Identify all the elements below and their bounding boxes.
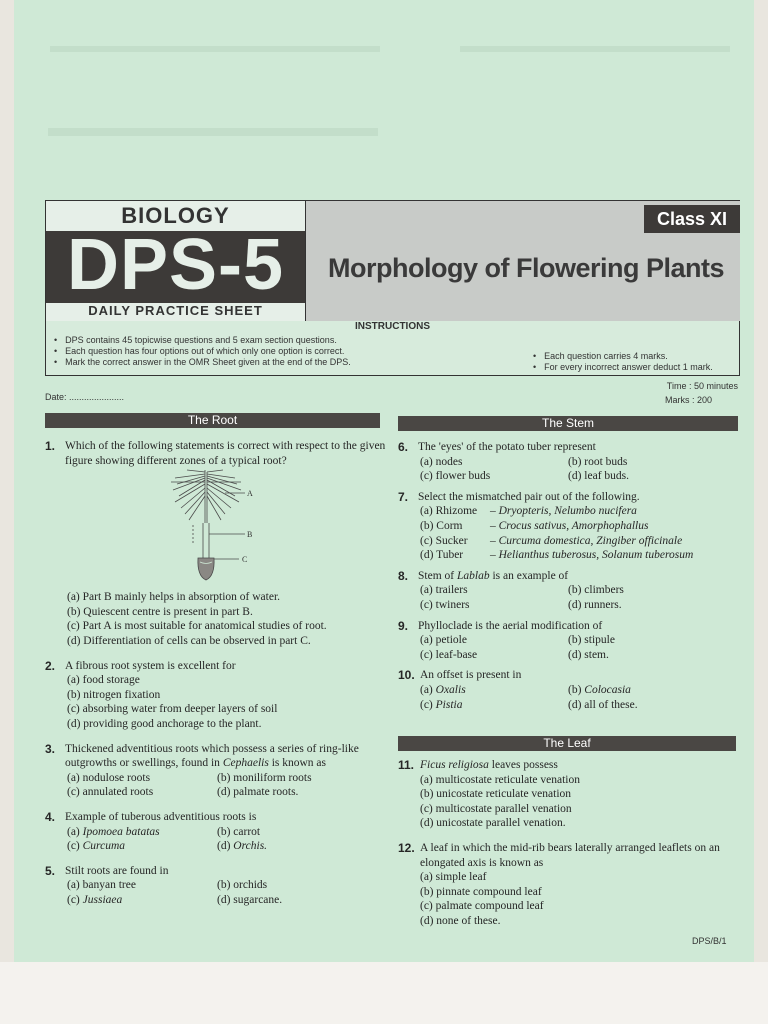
question-text-part: is an example of: [489, 569, 569, 582]
option: (b) Quiescent centre is present in part B.: [67, 605, 253, 618]
option: (b) unicostate reticulate venation: [420, 788, 572, 801]
pair-dash: –: [490, 549, 496, 562]
question-text: Which of the following statements is correct with respect to the given figure showing different zones of a typical root?: [65, 440, 386, 467]
option: (c) palmate compound leaf: [420, 900, 544, 913]
option: (b) climbers: [568, 584, 624, 597]
right-column: [398, 440, 743, 712]
topic-title: Morphology of Flowering Plants: [328, 253, 724, 283]
pair-italic: Crocus sativus, Amorphophallus: [498, 519, 649, 532]
question-9: [398, 619, 743, 663]
pair-key: (b) Corm: [420, 519, 463, 532]
instructions-box: [45, 321, 740, 376]
section-header-stem: The Stem: [398, 416, 738, 431]
option: [67, 839, 217, 854]
question-text-part: Thickened adventitious roots which possess a series of ring-like outgrowths or swellings, found in: [65, 742, 359, 770]
option: (a) nodes: [420, 455, 463, 468]
left-column: [45, 439, 390, 907]
question-6: [398, 440, 743, 484]
question-3: [45, 742, 390, 800]
instruction-item: • Mark the correct answer in the OMR Sheet given at the end of the DPS.: [54, 357, 351, 368]
question-1: [45, 439, 390, 649]
option: (c) leaf-base: [420, 648, 478, 661]
option: (b) stipule: [568, 634, 615, 647]
option: [67, 825, 217, 840]
pair-key: (d) Tuber: [420, 549, 464, 562]
option-italic: Curcuma: [82, 840, 126, 853]
option: (a) trailers: [420, 584, 468, 597]
class-badge: Class XI: [644, 205, 740, 233]
question-5: [45, 864, 390, 908]
question-text-part: leaves possess: [488, 759, 558, 771]
option: (b) nitrogen fixation: [67, 688, 161, 701]
option: [420, 698, 568, 713]
bleed-through-mark: [48, 128, 378, 136]
question-text-part: Stem of: [418, 569, 457, 582]
bleed-through-mark: [460, 46, 730, 52]
question-text: [65, 742, 390, 771]
match-pair: [420, 504, 743, 519]
bleed-through-mark: [50, 46, 380, 52]
instructions-left-list: [54, 335, 351, 368]
option: (a) nodulose roots: [67, 771, 151, 784]
question-number: 10.: [398, 668, 415, 683]
option: [420, 683, 568, 698]
right-column-leaf: [398, 758, 743, 929]
instructions-title: INSTRUCTIONS: [355, 321, 430, 332]
question-text: Select the mismatched pair out of the following.: [418, 490, 640, 503]
option: (d) all of these.: [568, 698, 638, 711]
option-italic: Oxalis: [435, 683, 466, 696]
option: (c) Part A is most suitable for anatomical studies of root.: [67, 620, 327, 633]
pair-key: (c) Sucker: [420, 534, 468, 547]
option-italic: Orchis.: [233, 840, 268, 853]
option: (a) petiole: [420, 634, 467, 647]
question-number: 5.: [45, 863, 56, 878]
option-prefix: (a): [67, 825, 83, 838]
question-text: An offset is present in: [420, 669, 522, 682]
match-pair: [420, 548, 743, 563]
pair-italic: Dryopteris, Nelumbo nucifera: [498, 505, 637, 518]
options-grid: [420, 583, 743, 612]
date-field: Date: ......................: [45, 392, 125, 402]
root-diagram-icon: [165, 468, 305, 590]
option: (d) unicostate parallel venation.: [420, 817, 566, 830]
option: [568, 683, 743, 698]
total-marks: Marks : 200: [664, 395, 712, 405]
page-bottom-margin: [0, 962, 768, 1024]
instruction-item: • Each question has four options out of which only one option is correct.: [54, 346, 351, 357]
pair-value: [490, 548, 743, 563]
option-prefix: (c): [420, 698, 436, 711]
option: (a) Part B mainly helps in absorption of water.: [67, 591, 281, 604]
question-text: Example of tuberous adventitious roots is: [65, 810, 257, 823]
dps-subtitle: DAILY PRACTICE SHEET: [88, 303, 263, 318]
question-10: [398, 668, 743, 712]
option: (c) annulated roots: [67, 786, 154, 799]
dps-banner: [46, 225, 305, 305]
option: (b) root buds: [568, 455, 628, 468]
option-prefix: (c): [67, 893, 83, 906]
options-grid: [420, 683, 743, 712]
option-prefix: (d): [217, 840, 234, 853]
question-text-italic: Cephaelis: [222, 757, 269, 770]
option: (b) pinnate compound leaf: [420, 885, 542, 898]
question-number: 3.: [45, 741, 56, 756]
option: (d) Differentiation of cells can be observed in part C.: [67, 634, 311, 647]
options-grid: [420, 633, 743, 662]
match-pair: [420, 519, 743, 534]
pair-italic: Helianthus tuberosus, Solanum tuberosum: [498, 549, 694, 562]
question-number: 12.: [398, 840, 415, 855]
question-text-part: is known as: [268, 757, 326, 770]
figure-label-c: C: [242, 555, 248, 565]
options-grid: [420, 455, 743, 484]
question-4: [45, 810, 390, 854]
instructions-right-list: [533, 351, 713, 373]
question-11: [398, 758, 743, 831]
options-grid: [67, 771, 390, 800]
options-grid: [67, 878, 390, 907]
option: (d) leaf buds.: [568, 470, 629, 483]
question-number: 2.: [45, 658, 56, 673]
question-text: Stilt roots are found in: [65, 864, 169, 877]
option: (c) absorbing water from deeper layers of soil: [67, 703, 278, 716]
question-text: [420, 758, 743, 773]
option-italic: Ipomoea batatas: [82, 825, 160, 838]
instruction-item: • DPS contains 45 topicwise questions and 5 exam section questions.: [54, 335, 351, 346]
option: (b) orchids: [217, 879, 268, 892]
question-number: 7.: [398, 489, 409, 504]
root-zones-figure: [165, 468, 305, 590]
worksheet-header: [45, 200, 740, 323]
option: (d) palmate roots.: [217, 786, 299, 799]
option: (d) stem.: [568, 648, 609, 661]
figure-label-b: B: [247, 530, 253, 540]
option: [217, 839, 390, 854]
section-header-leaf: The Leaf: [398, 736, 736, 751]
option-prefix: (b): [568, 683, 585, 696]
option-prefix: (c): [67, 840, 83, 853]
pair-value: [490, 519, 743, 534]
option: (c) multicostate parallel venation: [420, 802, 572, 815]
option: [67, 893, 217, 908]
pair-value: [490, 504, 743, 519]
question-number: 8.: [398, 568, 409, 583]
question-8: [398, 569, 743, 613]
question-number: 4.: [45, 809, 56, 824]
dps-number: DPS-5: [66, 225, 285, 305]
option: (c) flower buds: [420, 470, 491, 483]
subject-title: BIOLOGY: [121, 203, 230, 228]
match-pair: [420, 534, 743, 549]
question-number: 9.: [398, 618, 409, 633]
option-prefix: (a): [420, 683, 436, 696]
question-text: The 'eyes' of the potato tuber represent: [418, 441, 596, 453]
option: (c) twiners: [420, 598, 470, 611]
option: (a) simple leaf: [420, 871, 487, 884]
question-number: 1.: [45, 439, 56, 453]
question-2: [45, 659, 390, 732]
option-italic: Colocasia: [584, 683, 631, 696]
option: (d) sugarcane.: [217, 893, 283, 906]
option: (b) moniliform roots: [217, 771, 312, 784]
page-footer-code: DPS/B/1: [692, 936, 727, 946]
instruction-item: • Each question carries 4 marks.: [533, 351, 713, 362]
question-text-italic: Ficus religiosa: [420, 759, 489, 771]
pair-key: (a) Rhizome: [420, 505, 478, 518]
option: (a) food storage: [67, 674, 140, 687]
figure-label-a: A: [247, 489, 253, 499]
pair-italic: Curcuma domestica, Zingiber officinale: [498, 534, 683, 547]
option: (d) runners.: [568, 598, 622, 611]
pair-dash: –: [490, 505, 496, 518]
header-left-panel: [46, 201, 305, 322]
pair-value: [490, 534, 743, 549]
option: (a) banyan tree: [67, 879, 136, 892]
options-grid: [67, 825, 390, 854]
option: (d) none of these.: [420, 914, 501, 927]
question-number: 11.: [398, 758, 415, 772]
question-number: 6.: [398, 440, 409, 454]
option: (a) multicostate reticulate venation: [420, 773, 580, 786]
option-italic: Pistia: [435, 698, 463, 711]
section-header-root: The Root: [45, 413, 380, 428]
question-text: A leaf in which the mid-rib bears laterally arranged leaflets on an elongated axis is known as: [420, 841, 720, 869]
option: (b) carrot: [217, 825, 261, 838]
option-italic: Jussiaea: [82, 893, 123, 906]
question-text: [418, 569, 743, 584]
instruction-item: • For every incorrect answer deduct 1 mark.: [533, 362, 713, 373]
question-text-italic: Lablab: [456, 569, 490, 582]
pair-dash: –: [490, 534, 496, 547]
time-limit: Time : 50 minutes: [666, 381, 738, 391]
option: (d) providing good anchorage to the plant.: [67, 717, 262, 730]
header-right-panel: [305, 201, 740, 322]
question-text: A fibrous root system is excellent for: [65, 659, 236, 672]
pair-dash: –: [490, 519, 496, 532]
question-text: Phylloclade is the aerial modification of: [418, 619, 603, 632]
question-7: [398, 490, 743, 563]
question-12: [398, 841, 743, 929]
